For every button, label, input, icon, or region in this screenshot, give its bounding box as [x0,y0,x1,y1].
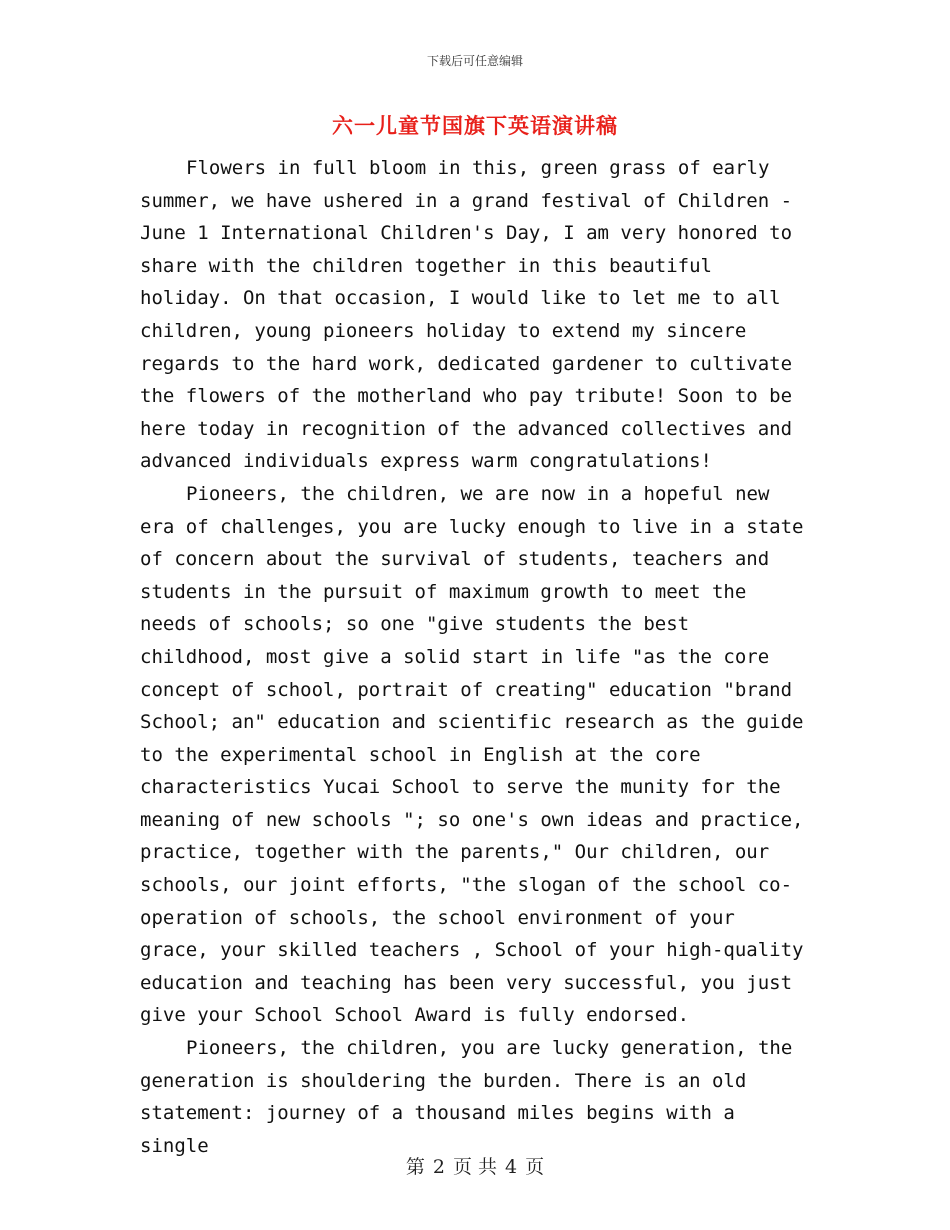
header-note: 下载后可任意编辑 [426,54,523,68]
page-number-footer [0,1152,950,1179]
footer-total-pages: 4 [505,1156,518,1178]
paragraph-1: Flowers in full bloom in this, green grass of early summer, we have ushered in a grand festival of Children - June 1 International Children's Day, I am very honored to share with the children together in this beautiful holiday. On that occasion, I would like to let me to all children, young pioneers holiday to extend my sincere regards to the hard work, dedicated gardener to cultivate the flowers of the motherland who pay tribute! Soon to be here today in recognition of the advanced collectives and advanced individuals express warm congratulations! [140,157,793,473]
paragraph-2: Pioneers, the children, we are now in a hopeful new era of challenges, you are lucky enough to live in a state of concern about the survival of students, teachers and students in the pursuit of maximum growth to meet the needs of schools; so one "give students the best childhood, most give a solid start in life "as the core concept of school, portrait of creating" education "brand School; an" education and scientific research as the guide to the experimental school in English at the core characteristics Yucai School to serve the munity for the meaning of new schools "; so one's own ideas and practice, practice, together with the parents," Our children, our schools, our joint efforts, "the slogan of the school co-operation of schools, the school environment of your grace, your skilled teachers , School of your high-quality education and teaching has been very successful, you just give your School School Award is fully endorsed. [140,482,804,1027]
document-body [140,152,805,1162]
footer-suffix: 页 [525,1156,545,1178]
footer-prefix: 第 [405,1156,425,1178]
paragraph-3: Pioneers, the children, you are lucky generation, the generation is shouldering the burden. There is an old statement: journey of a thousand miles begins with a single [140,1037,793,1157]
footer-current-page: 2 [432,1156,445,1178]
footer-middle: 页 共 [452,1156,498,1178]
document-title: 六一儿童节国旗下英语演讲稿 [332,114,618,138]
